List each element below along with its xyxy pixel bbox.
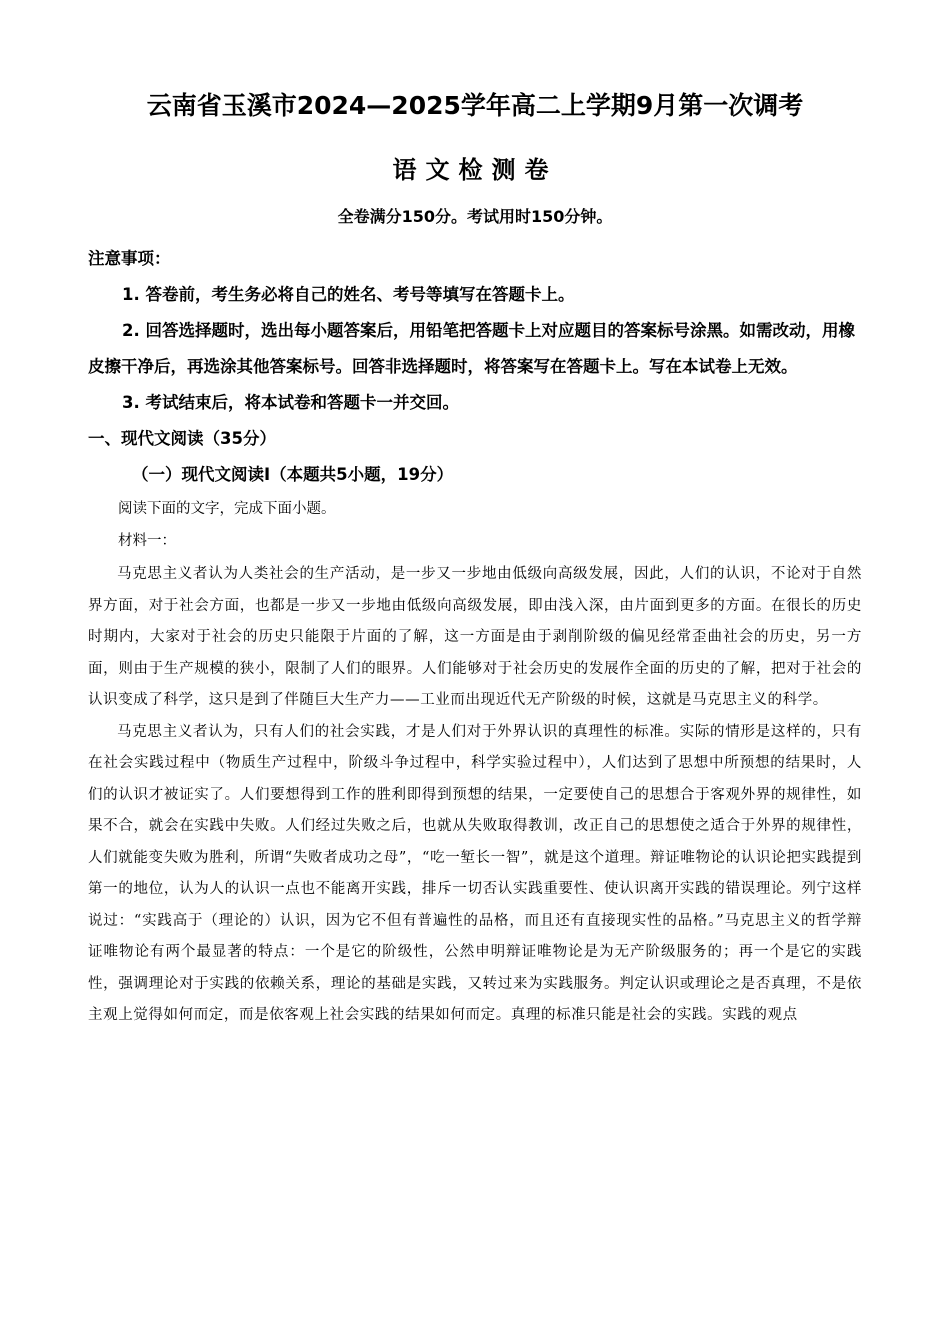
material-label: 材料一： (118, 533, 176, 549)
body-paragraph: 马克思主义者认为，只有人们的社会实践，才是人们对于外界认识的真理性的标准。实际的情形是这样的，只有在社会实践过程中（物质生产过程中，阶级斗争过程中，科学实验过程中），人们达到了思想中所预想的结果时，人们的认识才被证实了。人们要想得到工作的胜利即得到预想的结果，一定要使自己的思想合于客观外界的规律性，如果不合，就会在实践中失败。人们经过失败之后，也就从失败取得教训，改正自己的思想使之适合于外界的规律性，人们就能变失败为胜利，所谓“失败者成功之母”，“吃一堑长一智”，就是这个道理。辩证唯物论的认识论把实践提到第一的地位，认为人的认识一点也不能离开实践，排斥一切否认实践重要性、使认识离开实践的错误理论。列宁这样说过：“实践高于（理论的）认识，因为它不但有普遍性的品格，而且还有直接现实性的品格。”马克思主义的哲学辩证唯物论有两个最显著的特点：一个是它的阶级性，公然申明辩证唯物论是为无产阶级服务的；再一个是它的实践性，强调理论对于实践的依赖关系，理论的基础是实践，又转过来为实践服务。判定认识或理论之是否真理，不是依主观上觉得如何而定，而是依客观上社会实践的结果如何而定。真理的标准只能是社会的实践。实践的观点 (88, 723, 862, 1023)
body-paragraph: 马克思主义者认为人类社会的生产活动，是一步又一步地由低级向高级发展，因此，人们的认识，不论对于自然界方面，对于社会方面，也都是一步又一步地由低级向高级发展，即由浅入深，由片面到更多的方面。在很长的历史时期内，大家对于社会的历史只能限于片面的了解，这一方面是由于剥削阶级的偏见经常歪曲社会的历史，另一方面，则由于生产规模的狭小，限制了人们的眼界。人们能够对于社会历史的发展作全面的历史的了解，把对于社会的认识变成了科学，这只是到了伴随巨大生产力——工业而出现近代无产阶级的时候，这就是马克思主义的科学。 (88, 566, 862, 708)
exam-subtitle: 语文检测卷 (392, 156, 558, 184)
score-note: 全卷满分150分。考试用时150分钟。 (337, 207, 613, 226)
section-subheading: （一）现代文阅读Ⅰ（本题共5小题，19分） (132, 465, 454, 484)
notice-item: 3. 考试结束后，将本试卷和答题卡一并交回。 (122, 393, 459, 412)
exam-page (88, 86, 862, 1032)
reading-instruction: 阅读下面的文字，完成下面小题。 (118, 501, 336, 517)
notice-heading: 注意事项： (88, 249, 171, 268)
notice-item: 2. 回答选择题时，选出每小题答案后，用铅笔把答题卡上对应题目的答案标号涂黑。如需改动，用橡皮擦干净后，再选涂其他答案标号。回答非选择题时，将答案写在答题卡上。写在本试卷上无效。 (88, 321, 855, 376)
section-heading: 一、现代文阅读（35分） (88, 429, 276, 448)
notice-item: 1. 答卷前，考生务必将自己的姓名、考号等填写在答题卡上。 (122, 285, 575, 304)
exam-title: 云南省玉溪市2024—2025学年高二上学期9月第一次调考 (146, 91, 804, 120)
